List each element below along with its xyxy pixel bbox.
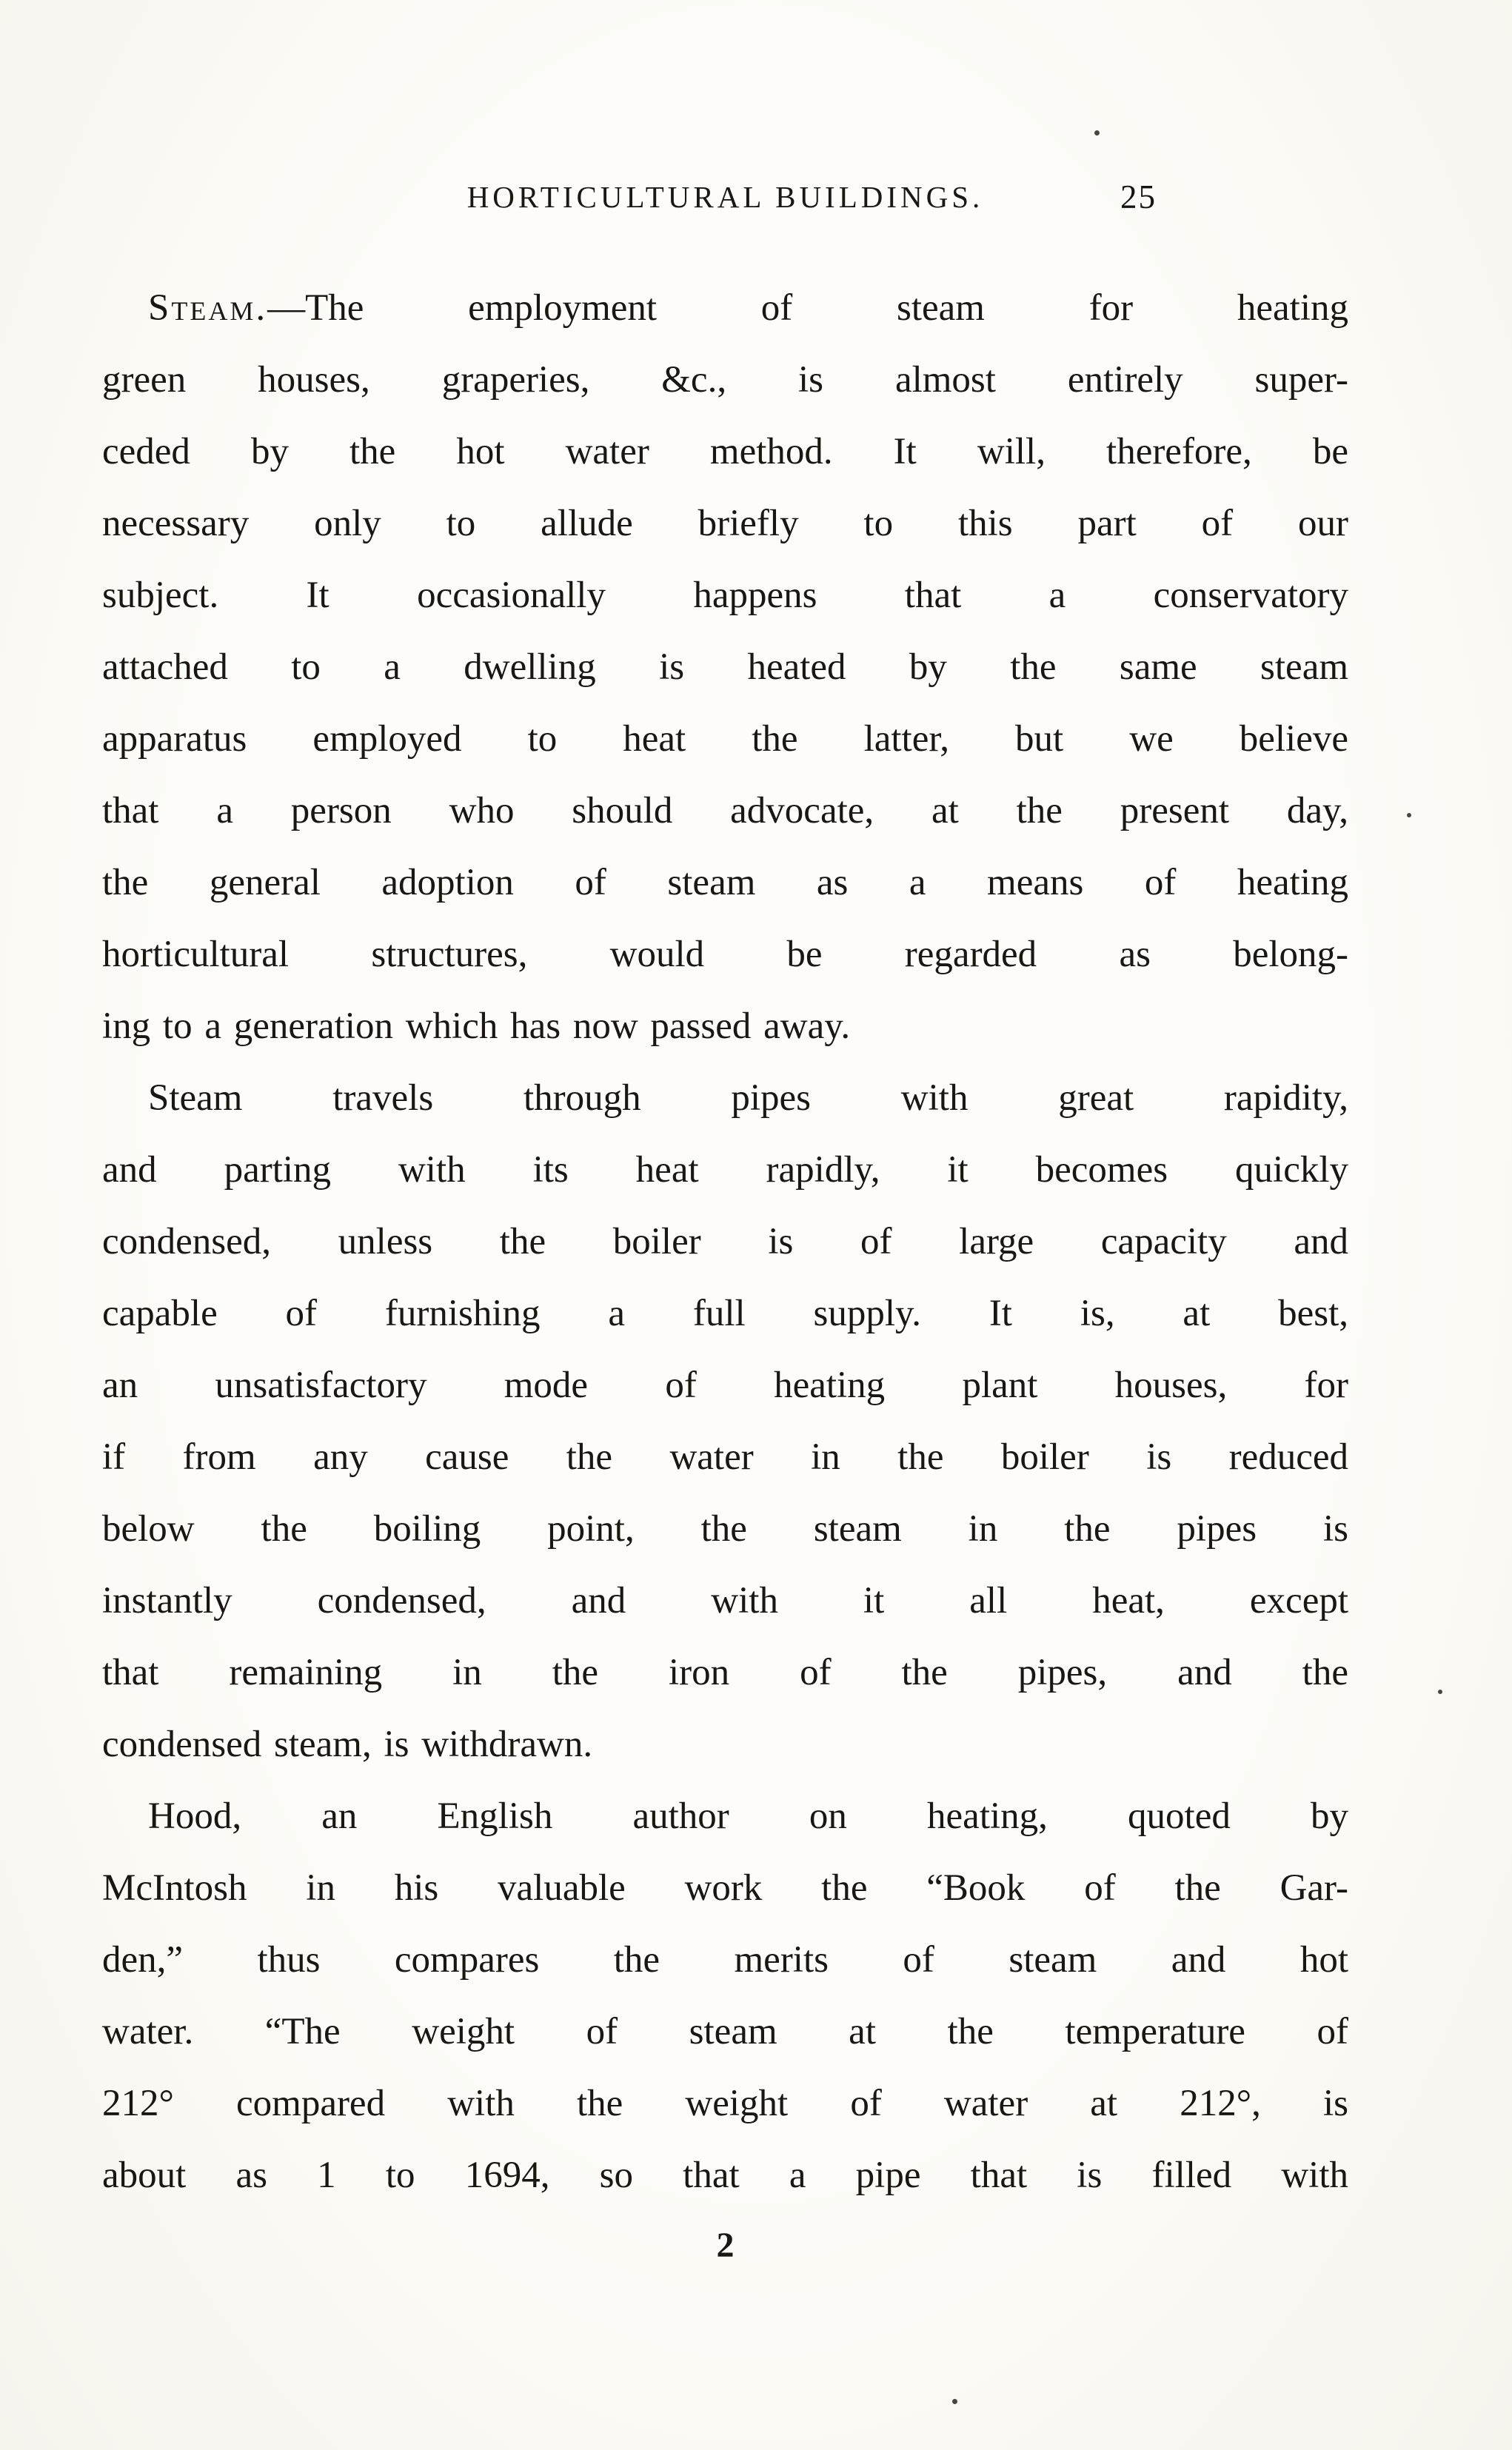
scan-speck: [952, 2399, 957, 2404]
text-line: ing to a generation which has now passed away.: [102, 1005, 851, 1047]
text-line: condensed, unless the boiler is of large capacity and: [102, 1221, 1348, 1262]
text-line: that remaining in the iron of the pipes, and the: [102, 1652, 1348, 1693]
text-line: an unsatisfactory mode of heating plant houses, for: [102, 1365, 1348, 1406]
scan-speck: [1438, 1690, 1442, 1694]
page-body: [102, 272, 1348, 2212]
page-footer: [102, 2225, 1348, 2266]
paragraph-steam-pipes: [102, 1062, 1348, 1781]
page-header: [102, 179, 1348, 224]
text-line: green houses, graperies, &c., is almost entirely super-: [102, 359, 1348, 401]
smallcaps-lead: Steam.: [148, 287, 268, 329]
text-line: condensed steam, is withdrawn.: [102, 1724, 593, 1765]
text-line: den,” thus compares the merits of steam and hot: [102, 1939, 1348, 1981]
scan-speck: [1094, 130, 1100, 135]
text-line: that a person who should advocate, at the present day,: [102, 790, 1348, 831]
text-line: capable of furnishing a full supply. It is, at best,: [102, 1293, 1348, 1334]
text-line: below the boiling point, the steam in the pipes is: [102, 1508, 1348, 1550]
paragraph-steam-intro: [102, 272, 1348, 1062]
text-line: if from any cause the water in the boiler is reduced: [102, 1436, 1348, 1478]
text-line-rest: —The employment of steam for heating: [267, 287, 1348, 329]
text-line: about as 1 to 1694, so that a pipe that is filled with: [102, 2155, 1348, 2196]
text-line: McIntosh in his valuable work the “Book of the Gar-: [102, 1867, 1348, 1909]
signature-mark: 2: [716, 2226, 735, 2265]
paragraph-hood-quote: [102, 1781, 1348, 2212]
scan-speck: [1407, 813, 1411, 817]
running-header-title: HORTICULTURAL BUILDINGS.: [466, 180, 984, 214]
text-line: ceded by the hot water method. It will, therefore, be: [102, 431, 1348, 472]
text-line: attached to a dwelling is heated by the same steam: [102, 646, 1348, 688]
text-line: the general adoption of steam as a means of heating: [102, 862, 1348, 903]
text-line: subject. It occasionally happens that a conservatory: [102, 575, 1348, 616]
text-line: horticultural structures, would be regarded as belong-: [102, 934, 1348, 975]
page-number: 25: [1120, 178, 1157, 215]
text-line: Steam travels through pipes with great rapidity,: [148, 1077, 1348, 1119]
text-line: 212° compared with the weight of water at 212°, is: [102, 2083, 1348, 2124]
text-line: apparatus employed to heat the latter, but we believe: [102, 718, 1348, 760]
text-line: necessary only to allude briefly to this part of our: [102, 503, 1348, 544]
text-line: instantly condensed, and with it all heat, except: [102, 1580, 1348, 1621]
text-line: water. “The weight of steam at the temperature of: [102, 2011, 1348, 2052]
text-line: and parting with its heat rapidly, it becomes quickly: [102, 1149, 1348, 1191]
text-line: Hood, an English author on heating, quoted by: [148, 1795, 1348, 1837]
text-line: [102, 272, 1348, 344]
